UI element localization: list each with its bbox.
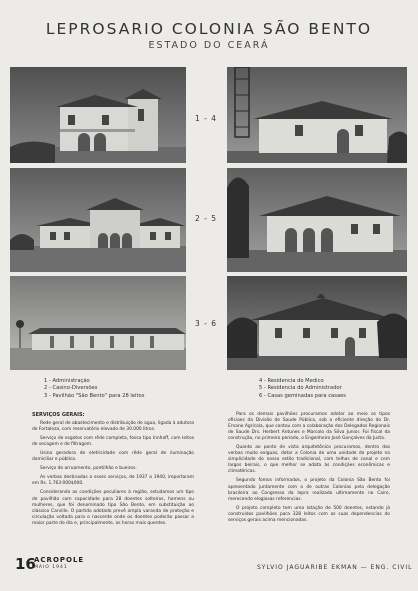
paragraph: As verbas destinadas a esses serviços, de 1937 a 1940, importaram em Rs. 1.763:000$000. [32, 475, 194, 487]
caption-item: 1 - Administração [44, 378, 90, 384]
section-heading: SERVIÇOS GERAIS: [32, 412, 85, 418]
paragraph: Serviço de esgotos com rêde completa, fossa tipo Innhoff, com leitos de secagem e de filtragem. [32, 436, 194, 448]
caption-item: 4 - Residencia do Medico [259, 378, 324, 384]
issue-date: MAIO 1941 [34, 565, 68, 570]
photo-casas-geminadas [227, 276, 407, 370]
caption-item: 3 - Pavilhão "São Bento" para 28 leitos [44, 392, 145, 399]
paragraph: Quanto ao ponto de vista arquitetônico procuramos, dentro das verbas muito exíguas, dotar a Colonia de uma unidade de projeto na simplicidade do nosso estilo tradicional, com telhas de canal e com largos beirais, o que melhor se adata às condições econômicas e climatéricas. [228, 445, 390, 475]
photo-pair-label-3-6: 3 - 6 [195, 319, 218, 328]
page-number: 16 [15, 555, 36, 573]
photo-residencia-medico [227, 67, 407, 163]
paragraph: Usina geradora de eletricidade com rêde geral de iluminação domiciliar e pública. [32, 451, 194, 463]
photo-pair-label-1-4: 1 - 4 [195, 114, 218, 123]
caption-item: 2 - Casino-Diversões [44, 385, 98, 392]
photo-residencia-administrador [227, 168, 407, 272]
caption-item: 6 - Casas geminadas para casaes [259, 392, 347, 399]
caption-right [259, 378, 346, 400]
magazine-name: ACROPOLE [34, 556, 85, 564]
page-subtitle: ESTADO DO CEARÁ [148, 40, 270, 51]
body-column-right [228, 412, 390, 527]
photo-casino-diversoes [10, 168, 186, 272]
body-column-left [32, 412, 194, 530]
photo-administracao [10, 67, 186, 163]
caption-item: 5 - Residencia do Administrador [259, 385, 342, 392]
paragraph: O projeto completo tem uma lotação de 500 doentes, estando já construidos pavilhões para 328 leitos com as suas dependencias do serviços gerais acima mencionadas. [228, 505, 390, 523]
page-title: LEPROSARIO COLONIA SÃO BENTO [45, 20, 373, 38]
paragraph: Rede geral de abastecimento e distribuição de agua, ligada à adutora de Fortaleza, com reservatório elevado de 30.000 litros. [32, 421, 194, 433]
paragraph: Serviço de arruamento, pontilhão e bueiros. [40, 466, 137, 472]
author-credit: SYLVIO JAGUARIBE EKMAN — ENG. CIVIL [257, 564, 413, 571]
photo-pavilhao-sao-bento [10, 276, 186, 370]
paragraph: Segundo fomos informados, o projeto da Colonia São Bento foi apresentado juntamente com o de outras Colonias pela delegação brasileira ao Congresso da lepra realizado ultimamente no Cairo, merecendo elogiosas referencias. [228, 478, 390, 502]
paragraph: Para os demais pavilhões procuramos adotar ao meio os tipos oficiaes da Divisão de Saude Pública, sob a eficiente direção do Dr. Ernane Agricola, que contou com a colaboração dos Delegados Regionais de Saude Drs. Herbert Antunes e Marcolo da Silva Junior. Foi fiscal da construção, no primeiro período, o Engenheiro José Gonçalves da Justa. [228, 412, 390, 442]
caption-left [44, 378, 144, 400]
photo-pair-label-2-5: 2 - 5 [195, 214, 218, 223]
paragraph: Considerando as condições peculiares à região, estudamos um tipo de pavilhão com capacidade para 28 doentes solteiros, homens ou mulheres, que foi denominado tipo São Bento, em substituição ao clássico Carville. O partido adotado prevê ampla varanda de proteção e circulação voltada para o nascente onde os doentes poderão passar a maior parte do dia e, principalmente, as horas mais quentes. [32, 490, 194, 526]
